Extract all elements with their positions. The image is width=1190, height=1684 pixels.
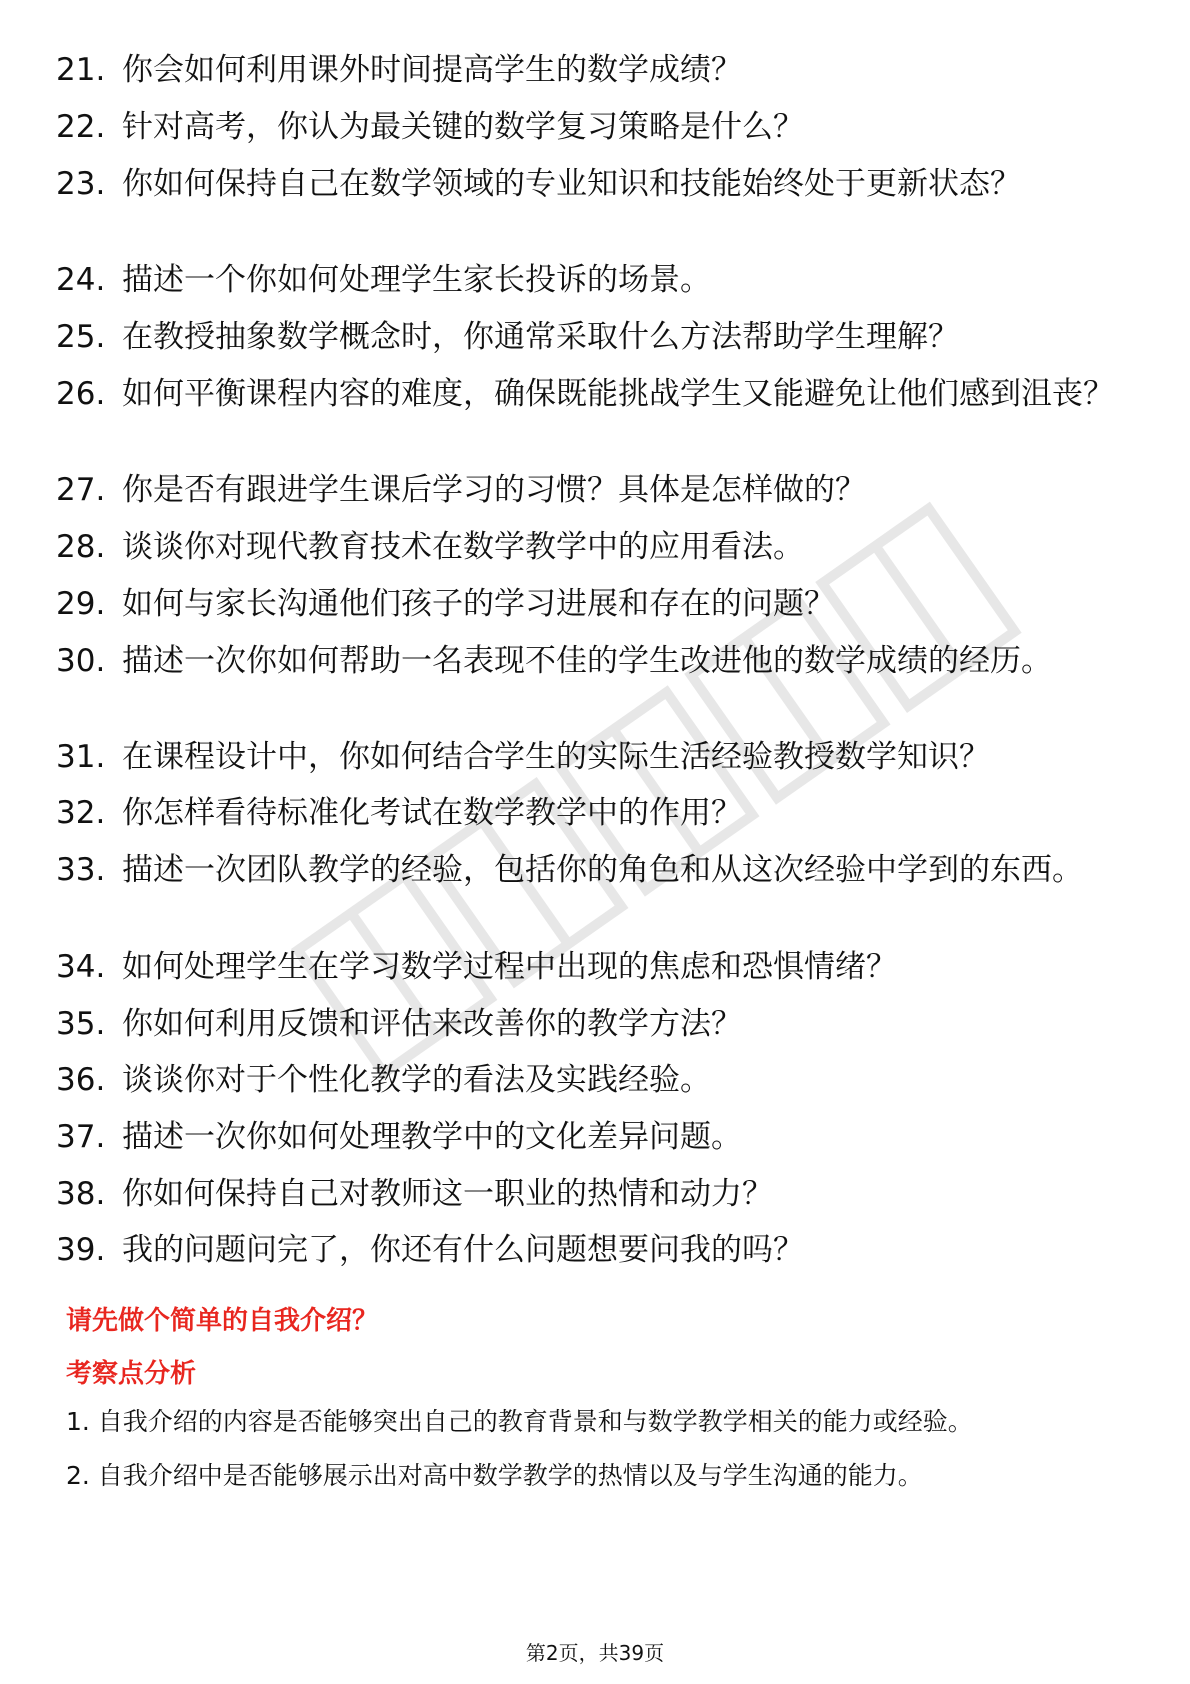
list-item (56, 526, 1116, 568)
list-item (56, 583, 1116, 625)
question-number: 32. (56, 795, 106, 831)
question-text: 如何与家长沟通他们孩子的学习进展和存在的问题？ (122, 586, 835, 622)
question-text: 如何处理学生在学习数学过程中出现的焦虑和恐惧情绪？ (122, 949, 897, 985)
question-text: 描述一次你如何帮助一名表现不佳的学生改进他的数学成绩的经历。 (122, 643, 1052, 679)
list-item (56, 316, 1116, 358)
question-number: 23. (56, 166, 106, 202)
question-text: 你怎样看待标准化考试在数学教学中的作用？ (122, 795, 742, 831)
question-text: 你会如何利用课外时间提高学生的数学成绩？ (122, 52, 742, 88)
question-number: 35. (56, 1006, 106, 1042)
question-number: 24. (56, 262, 106, 298)
question-number: 26. (56, 376, 106, 412)
question-number: 22. (56, 109, 106, 145)
question-text: 谈谈你对于个性化教学的看法及实践经验。 (122, 1062, 711, 1098)
question-text: 针对高考，你认为最关键的数学复习策略是什么？ (122, 109, 804, 145)
question-text: 描述一次团队教学的经验，包括你的角色和从这次经验中学到的东西。 (122, 852, 1083, 888)
list-item (56, 1116, 1116, 1158)
list-item (56, 946, 1116, 988)
question-text: 谈谈你对现代教育技术在数学教学中的应用看法。 (122, 529, 804, 565)
question-text: 描述一个你如何处理学生家长投诉的场景。 (122, 262, 711, 298)
question-text: 在课程设计中，你如何结合学生的实际生活经验教授数学知识？ (122, 739, 990, 775)
list-item (56, 49, 1116, 91)
analysis-item: 1. 自我介绍的内容是否能够突出自己的教育背景和与数学教学相关的能力或经验。 (66, 1407, 973, 1436)
question-number: 39. (56, 1232, 106, 1268)
question-number: 29. (56, 586, 106, 622)
question-number: 38. (56, 1176, 106, 1212)
list-item (56, 640, 1116, 682)
question-text: 我的问题问完了，你还有什么问题想要问我的吗？ (122, 1232, 804, 1268)
list-item (56, 1229, 1116, 1271)
list-item (56, 1173, 1116, 1215)
page-number: 第2页，共39页 (525, 1641, 665, 1665)
question-text: 你如何保持自己在数学领域的专业知识和技能始终处于更新状态？ (122, 166, 1021, 202)
list-item (56, 1059, 1116, 1101)
list-item (56, 106, 1116, 148)
section-question-title: 请先做个简单的自我介绍？ (66, 1306, 379, 1336)
question-number: 21. (56, 52, 106, 88)
list-item (56, 163, 1116, 205)
question-number: 31. (56, 739, 106, 775)
list-item (56, 849, 1116, 891)
question-number: 33. (56, 852, 106, 888)
list-item (56, 259, 1116, 301)
list-item (56, 469, 1116, 511)
question-text: 如何平衡课程内容的难度，确保既能挑战学生又能避免让他们感到沮丧？ (122, 376, 1114, 412)
list-item (56, 373, 1116, 415)
list-item (56, 736, 1116, 778)
question-number: 34. (56, 949, 106, 985)
question-text: 在教授抽象数学概念时，你通常采取什么方法帮助学生理解？ (122, 319, 959, 355)
question-number: 27. (56, 472, 106, 508)
question-number: 28. (56, 529, 106, 565)
section-analysis-title: 考察点分析 (66, 1359, 197, 1389)
question-text: 你如何利用反馈和评估来改善你的教学方法？ (122, 1006, 742, 1042)
list-item (56, 792, 1116, 834)
analysis-item: 2. 自我介绍中是否能够展示出对高中数学教学的热情以及与学生沟通的能力。 (66, 1461, 923, 1490)
question-number: 37. (56, 1119, 106, 1155)
list-item (56, 1003, 1116, 1045)
question-number: 25. (56, 319, 106, 355)
question-text: 你如何保持自己对教师这一职业的热情和动力？ (122, 1176, 773, 1212)
question-text: 你是否有跟进学生课后学习的习惯？具体是怎样做的？ (122, 472, 866, 508)
question-text: 描述一次你如何处理教学中的文化差异问题。 (122, 1119, 742, 1155)
question-number: 30. (56, 643, 106, 679)
question-number: 36. (56, 1062, 106, 1098)
